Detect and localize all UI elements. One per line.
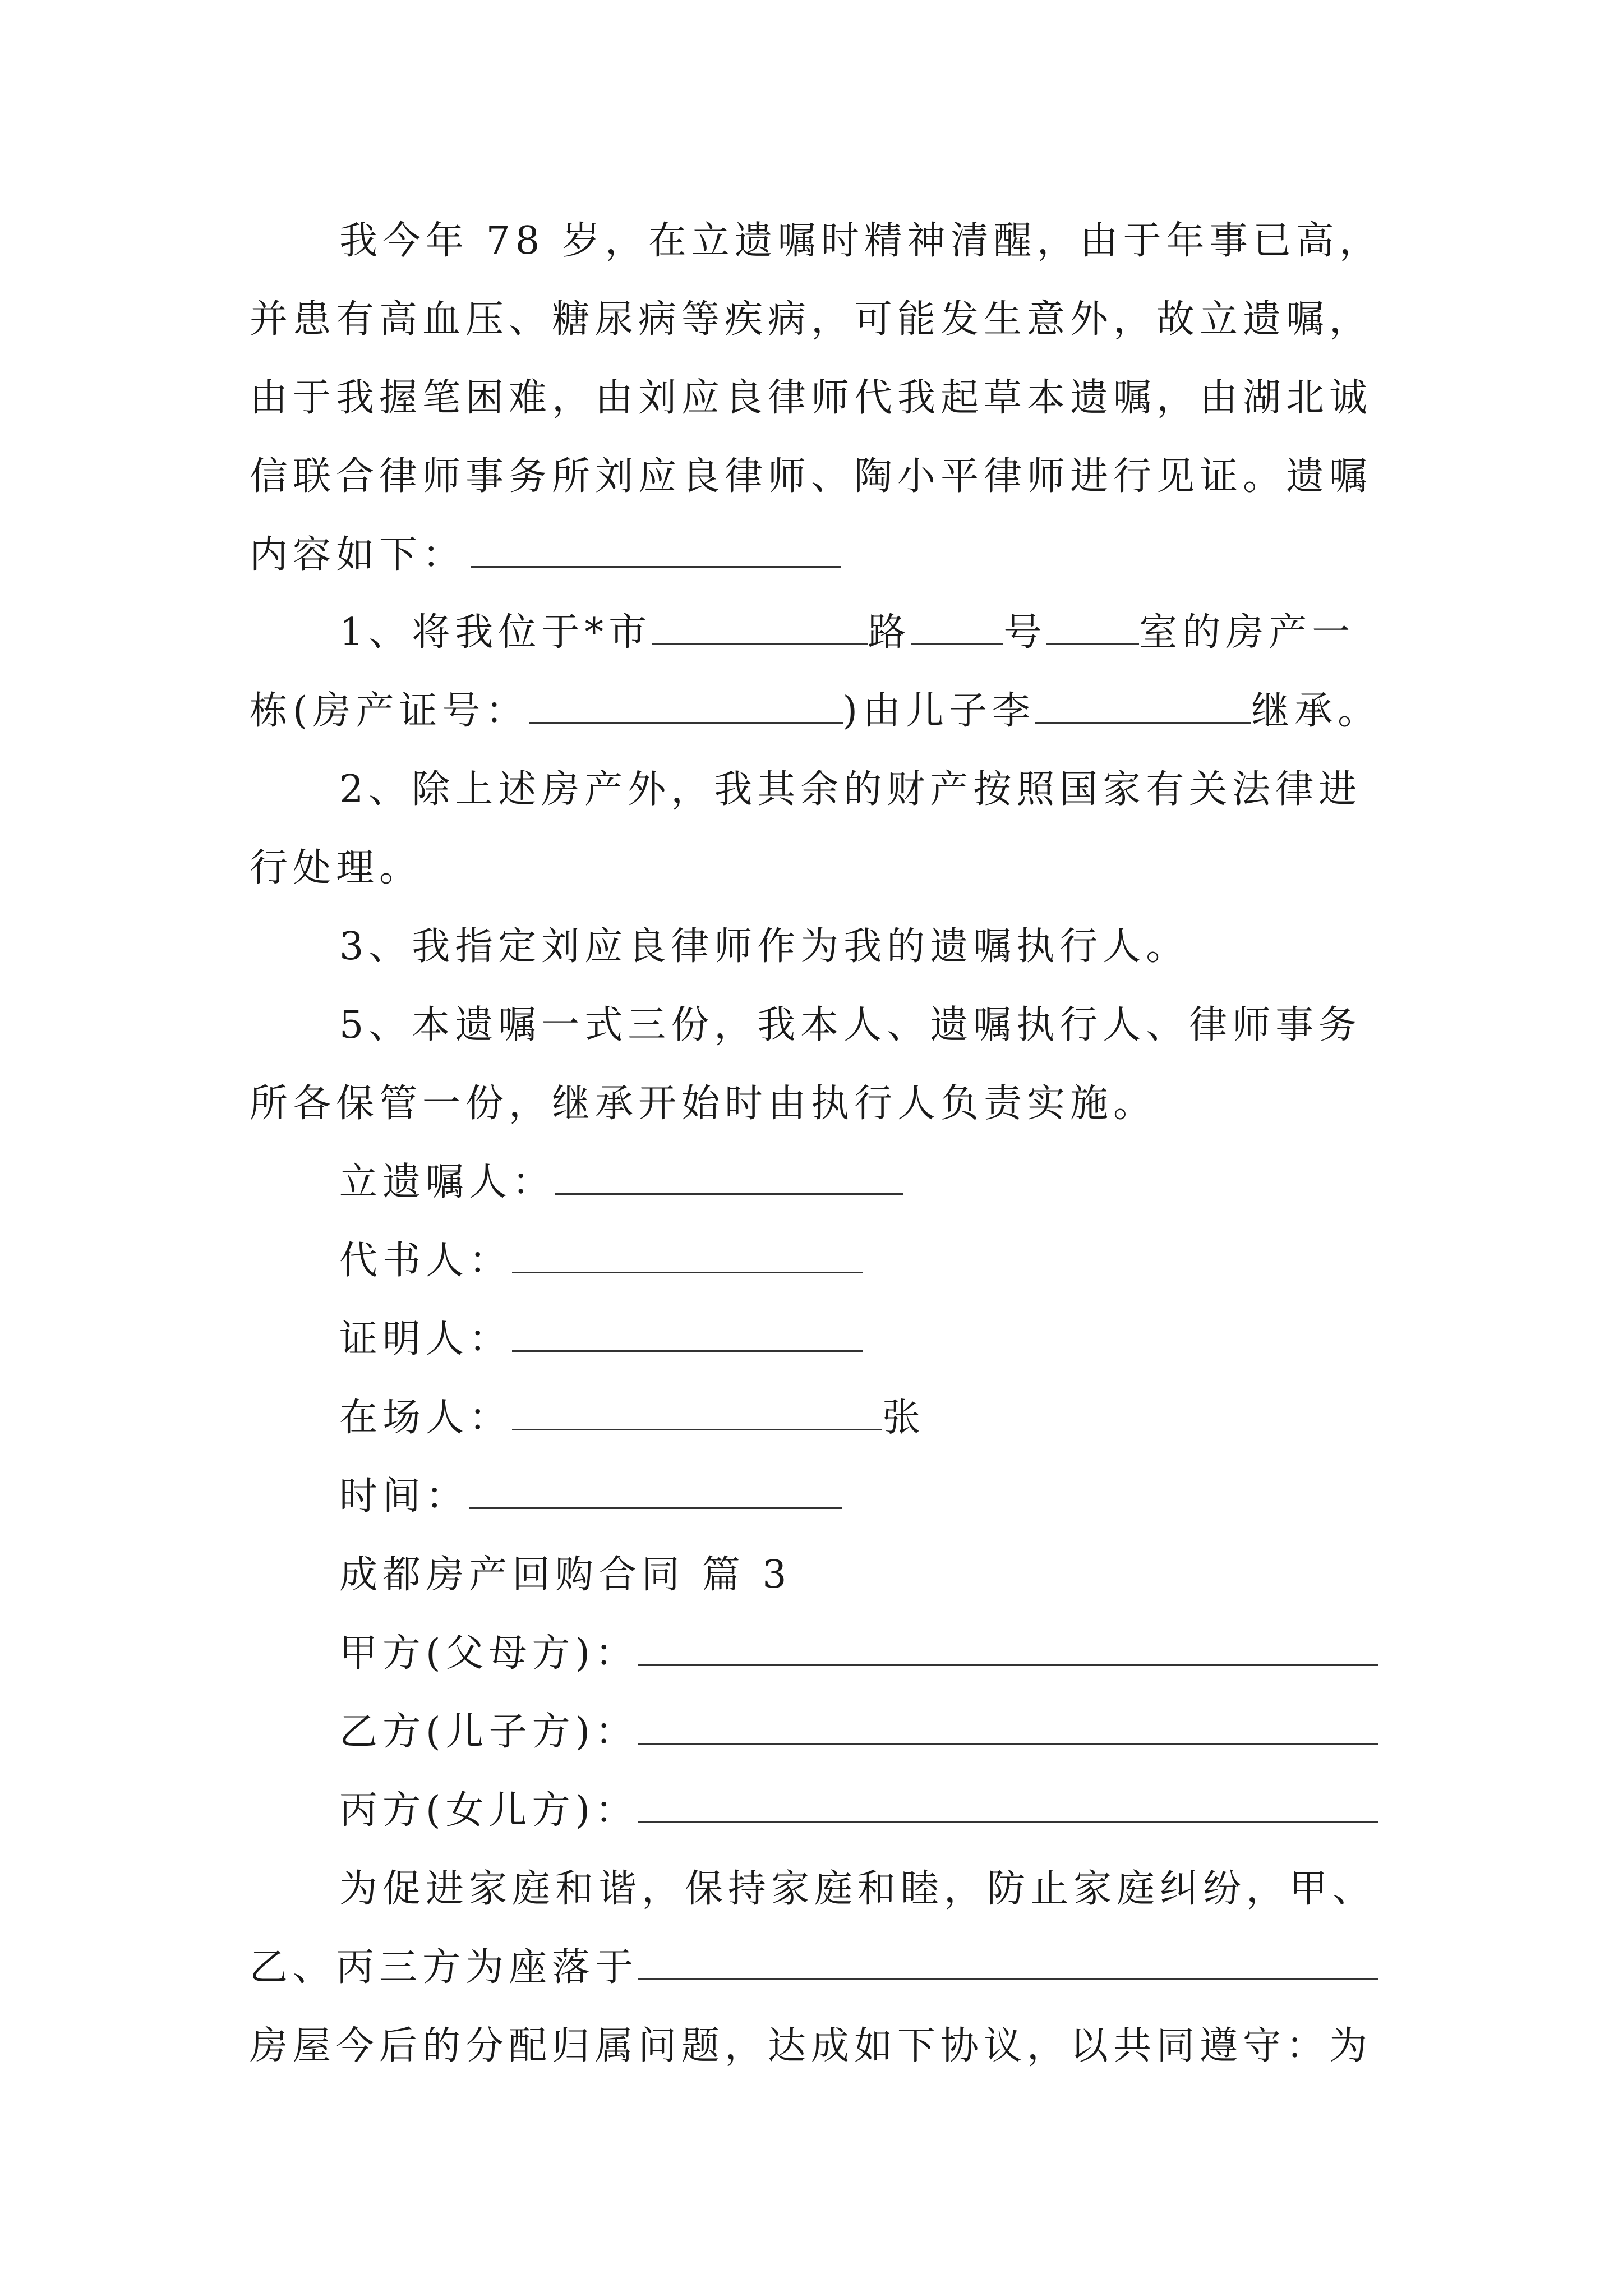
- will-para1-line5: [250, 519, 841, 592]
- present-label: 在场人：: [339, 1396, 513, 1440]
- witness-line: [339, 1303, 863, 1376]
- party-b-label: 乙方(儿子方)：: [339, 1710, 639, 1754]
- will-item3: 3、我指定刘应良律师作为我的遗嘱执行人。: [339, 924, 1189, 969]
- contents-label: 内容如下：: [250, 533, 466, 577]
- party-b-line: [339, 1696, 1378, 1769]
- party-c-label: 丙方(女儿方)：: [339, 1788, 639, 1833]
- time-blank: [469, 1474, 842, 1509]
- scribe-label: 代书人：: [339, 1239, 513, 1283]
- number-blank: [1046, 610, 1139, 645]
- heir-label: )由儿子李: [842, 689, 1036, 733]
- will-para1-line2: 并患有高血压、糖尿病等疾病，可能发生意外，故立遗嘱，: [250, 297, 1373, 342]
- contract-intro-line1: 为促进家庭和谐，保持家庭和睦，防止家庭纠纷，甲、: [339, 1867, 1376, 1911]
- will-para1-line1: 我今年 78 岁，在立遗嘱时精神清醒，由于年事已高，: [339, 219, 1382, 263]
- city-blank: [652, 610, 868, 645]
- party-a-label: 甲方(父母方)：: [339, 1631, 639, 1676]
- will-item1-line2: [250, 675, 1381, 748]
- location-label: 乙、丙三方为座落于: [250, 1945, 639, 1990]
- party-c-blank: [638, 1788, 1378, 1823]
- will-item5-line2: 所各保管一份，继承开始时由执行人负责实施。: [250, 1082, 1157, 1126]
- inherit-text: 继承。: [1251, 689, 1381, 733]
- present-suffix: 张: [882, 1396, 926, 1440]
- will-item2-line1: 2、除上述房产外，我其余的财产按照国家有关法律进: [339, 767, 1362, 812]
- contract-intro-line3: 房屋今后的分配归属问题，达成如下协议，以共同遵守：为: [250, 2024, 1373, 2068]
- room-text: 室的房产一: [1139, 610, 1355, 655]
- testator-line: [339, 1146, 903, 1219]
- item1-address-text: 1、将我位于*市: [339, 610, 652, 655]
- witness-blank: [512, 1317, 863, 1352]
- party-b-blank: [638, 1709, 1378, 1745]
- will-item5-line1: 5、本遗嘱一式三份，我本人、遗嘱执行人、律师事务: [339, 1003, 1362, 1047]
- location-blank: [638, 1945, 1378, 1980]
- party-a-line: [339, 1617, 1378, 1690]
- will-para1-line4: 信联合律师事务所刘应良律师、陶小平律师进行见证。遗嘱: [250, 454, 1373, 499]
- time-line: [339, 1460, 842, 1533]
- road-label: 路: [868, 610, 911, 655]
- will-item1-line1: [339, 596, 1355, 669]
- present-line: [339, 1382, 925, 1455]
- heir-blank: [1035, 688, 1251, 724]
- party-c-line: [339, 1774, 1378, 1847]
- will-para1-line3: 由于我握笔困难，由刘应良律师代我起草本遗嘱，由湖北诚: [250, 376, 1373, 420]
- contract-title: 成都房产回购合同 篇 3: [339, 1553, 792, 1597]
- contents-blank: [471, 532, 841, 568]
- testator-blank: [555, 1159, 903, 1195]
- number-label: 号: [1003, 610, 1047, 655]
- party-a-blank: [638, 1631, 1378, 1666]
- deed-blank: [529, 688, 843, 724]
- scribe-blank: [512, 1238, 863, 1273]
- road-blank: [911, 610, 1003, 645]
- testator-label: 立遗嘱人：: [339, 1160, 556, 1204]
- will-item2-line2: 行处理。: [250, 846, 423, 890]
- witness-label: 证明人：: [339, 1317, 513, 1361]
- contract-intro-line2: [250, 1931, 1378, 2004]
- time-label: 时间：: [339, 1474, 469, 1519]
- deed-label: 栋(房产证号：: [250, 689, 529, 733]
- scribe-line: [339, 1225, 863, 1297]
- present-blank: [512, 1395, 882, 1430]
